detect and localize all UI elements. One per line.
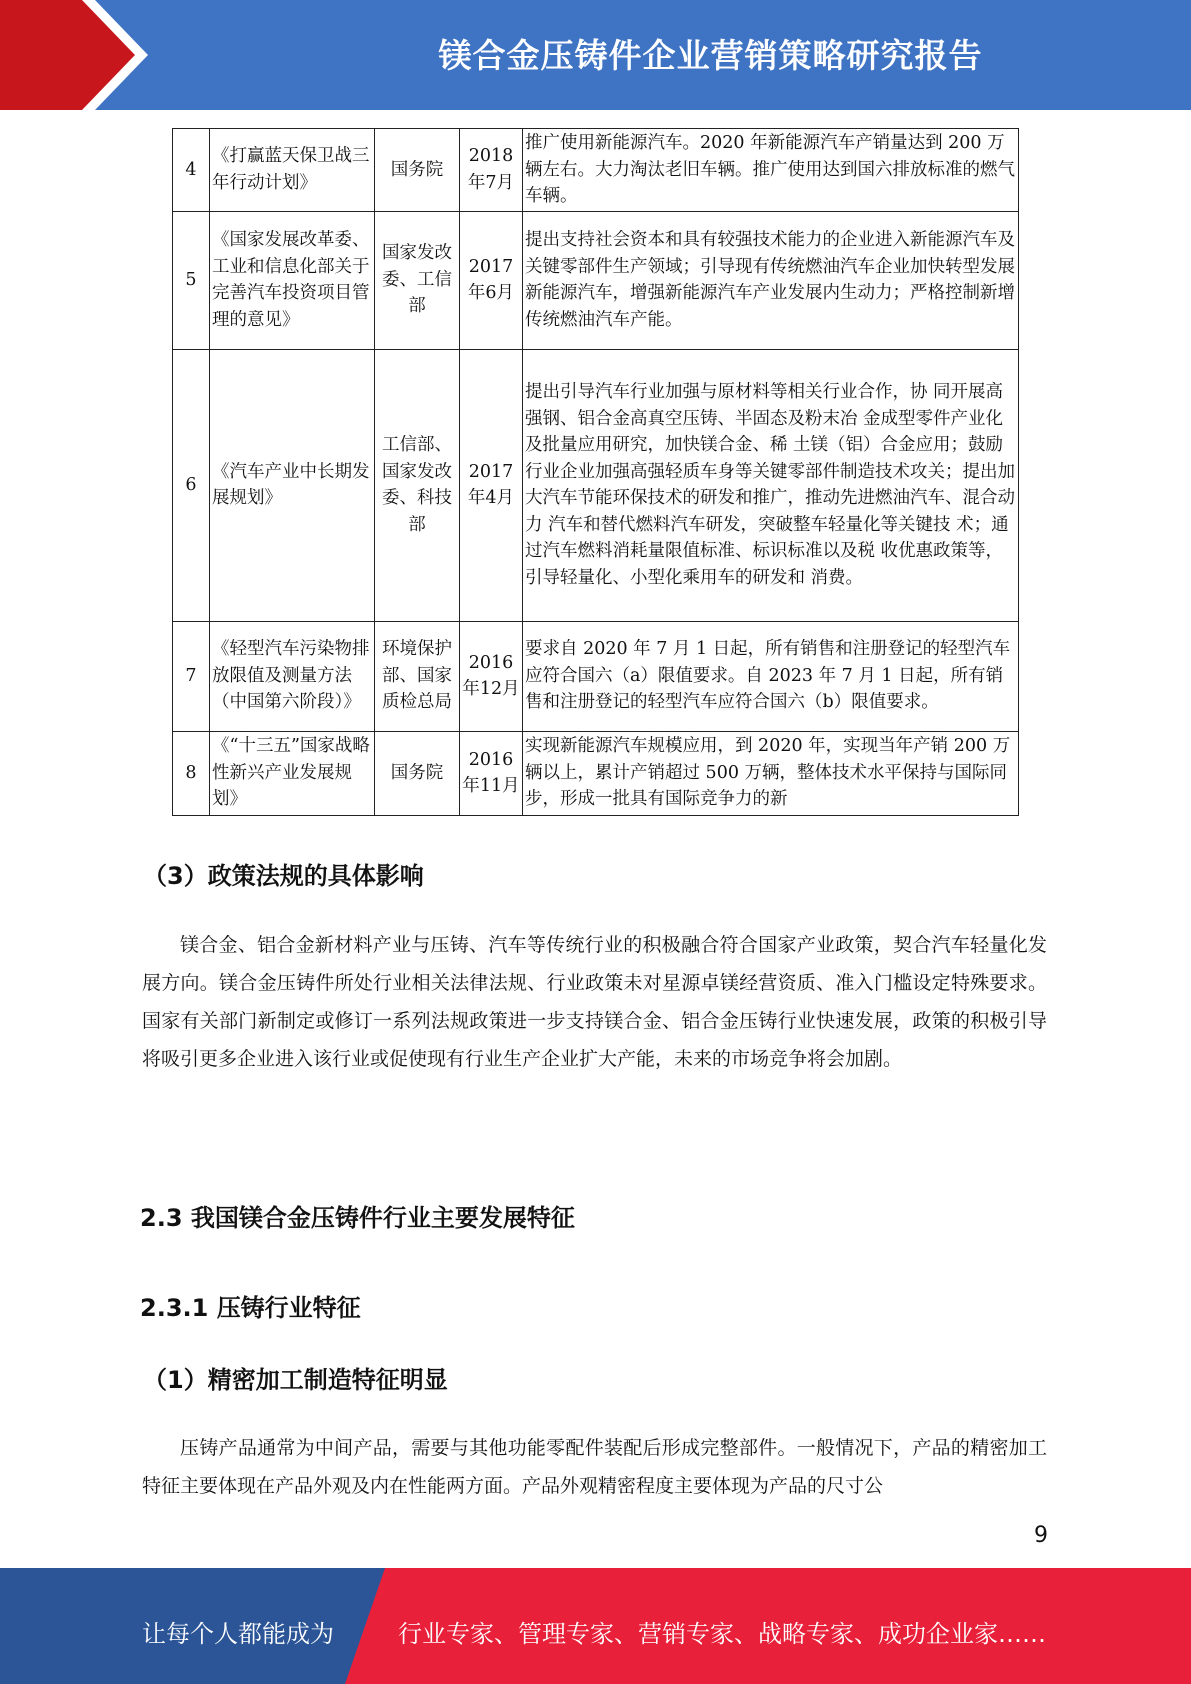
issue-date: 2018年7月 — [460, 129, 523, 212]
page-number: 9 — [1034, 1523, 1048, 1548]
header-red-arrow-shape — [0, 0, 150, 110]
table-row — [173, 211, 1019, 349]
table-row — [173, 731, 1019, 815]
section-heading-policy-impact: （3）政策法规的具体影响 — [143, 862, 424, 890]
table-row — [173, 349, 1019, 621]
row-number: 5 — [173, 211, 210, 349]
footer-slogan-left: 让每个人都能成为 — [142, 1620, 334, 1648]
table-row — [173, 129, 1019, 212]
paragraph-policy-impact: 镁合金、铝合金新材料产业与压铸、汽车等传统行业的积极融合符合国家产业政策，契合汽车轻量化发展方向。镁合金压铸件所处行业相关法律法规、行业政策未对星源卓镁经营资质、准入门槛设定特殊要求。国家有关部门新制定或修订一系列法规政策进一步支持镁合金、铝合金压铸行业快速发展，政策的积极引导将吸引更多企业进入该行业或促使现有行业生产企业扩大产能，未来的市场竞争将会加剧。 — [142, 934, 1047, 1070]
policy-content: 要求自 2020 年 7 月 1 日起，所有销售和注册登记的轻型汽车应符合国六（a）限值要求。自 2023 年 7 月 1 日起，所有销售和注册登记的轻型汽车应符合国六（b）限值要求。 — [523, 621, 1019, 731]
policy-content: 提出引导汽车行业加强与原材料等相关行业合作，协 同开展高强钢、铝合金高真空压铸、半固态及粉末冶 金成型零件产业化及批量应用研究，加快镁合金、稀 土镁（铝）合金应用；鼓励行业企业加强高强轻质车身等关键零部件制造技术攻关；提出加大汽车节能环保技术的研发和推广，推动先进燃油汽车、混合动力 汽车和替代燃料汽车研发，突破整车轻量化等关键技 术；通过汽车燃料消耗量限值标准、标识标准以及税 收优惠政策等，引导轻量化、小型化乘用车的研发和 消费。 — [523, 349, 1019, 621]
policy-table — [172, 128, 1019, 816]
issuing-department: 国家发改委、工信部 — [375, 211, 460, 349]
row-number: 8 — [173, 731, 210, 815]
policy-name: 《轻型汽车污染物排放限值及测量方法（中国第六阶段）》 — [210, 621, 375, 731]
section-heading-precision: （1）精密加工制造特征明显 — [143, 1366, 448, 1394]
issuing-department: 工信部、国家发改委、科技部 — [375, 349, 460, 621]
row-number: 4 — [173, 129, 210, 212]
section-heading-2-3-1: 2.3.1 压铸行业特征 — [140, 1294, 361, 1322]
section-heading-2-3: 2.3 我国镁合金压铸件行业主要发展特征 — [140, 1204, 575, 1232]
policy-content: 推广使用新能源汽车。2020 年新能源汽车产销量达到 200 万辆左右。大力淘汰老旧车辆。推广使用达到国六排放标准的燃气车辆。 — [523, 129, 1019, 212]
policy-name: 《打赢蓝天保卫战三年行动计划》 — [210, 129, 375, 212]
policy-name: 《汽车产业中长期发展规划》 — [210, 349, 375, 621]
table-row — [173, 621, 1019, 731]
issue-date: 2017年6月 — [460, 211, 523, 349]
issue-date: 2016年12月 — [460, 621, 523, 731]
issuing-department: 国务院 — [375, 129, 460, 212]
paragraph-precision: 压铸产品通常为中间产品，需要与其他功能零配件装配后形成完整部件。一般情况下，产品的精密加工特征主要体现在产品外观及内在性能两方面。产品外观精密程度主要体现为产品的尺寸公 — [142, 1437, 1047, 1497]
issuing-department: 环境保护部、国家质检总局 — [375, 621, 460, 731]
row-number: 7 — [173, 621, 210, 731]
row-number: 6 — [173, 349, 210, 621]
policy-content: 提出支持社会资本和具有较强技术能力的企业进入新能源汽车及关键零部件生产领域；引导现有传统燃油汽车企业加快转型发展新能源汽车，增强新能源汽车产业发展内生动力；严格控制新增传统燃油汽车产能。 — [523, 211, 1019, 349]
policy-name: 《“十三五”国家战略性新兴产业发展规划》 — [210, 731, 375, 815]
policy-content: 实现新能源汽车规模应用，到 2020 年，实现当年产销 200 万辆以上，累计产销超过 500 万辆，整体技术水平保持与国际同步，形成一批具有国际竞争力的新 — [523, 731, 1019, 815]
issuing-department: 国务院 — [375, 731, 460, 815]
issue-date: 2016年11月 — [460, 731, 523, 815]
policy-name: 《国家发展改革委、工业和信息化部关于完善汽车投资项目管理的意见》 — [210, 211, 375, 349]
issue-date: 2017年4月 — [460, 349, 523, 621]
header-banner — [0, 0, 1191, 110]
footer-slogan-right: 行业专家、管理专家、营销专家、战略专家、成功企业家…… — [398, 1620, 1046, 1648]
document-title: 镁合金压铸件企业营销策略研究报告 — [438, 36, 983, 75]
